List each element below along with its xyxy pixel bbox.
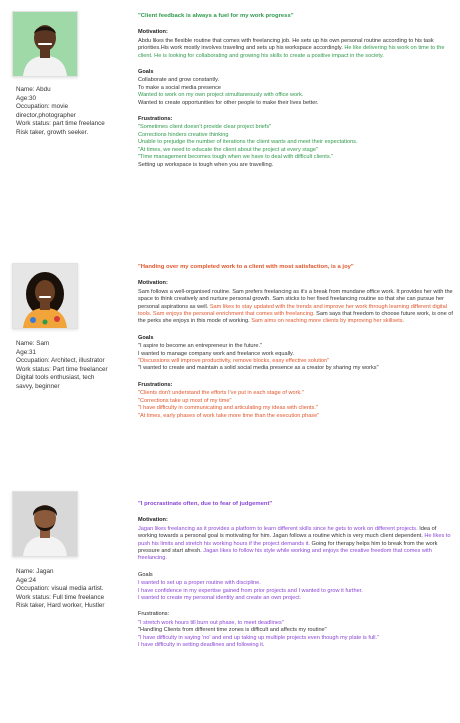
motivation-segment: Sam aims on reaching more clients by improving her skillsets. bbox=[251, 318, 405, 325]
persona-quote: "Handing over my completed work to a client with most satisfaction, is a joy" bbox=[138, 264, 354, 270]
frustration-item: "At times, we need to educate the client about the project at every stage" bbox=[138, 146, 318, 153]
goal-item: Wanted to work on my own project simultaneously with office work. bbox=[138, 92, 304, 99]
goal-item: "I wanted to create and maintain a solid social media presence as a creator by sharing my works" bbox=[138, 365, 379, 372]
motivation-segment: Sam likes to stay updated with the trends and improve her work through learning different digital tools. Sam enjoys the personal enrichment that comes with freelancing. bbox=[138, 303, 447, 318]
frustration-item: "I have difficulty in saying 'no' and end up taking up multiple projects even though my plate is full." bbox=[138, 634, 380, 641]
frustration-item: "Sometimes client doesn't provide clear project briefs" bbox=[138, 124, 272, 131]
info-traits: Risk taker, Hard worker, Hustler bbox=[16, 602, 105, 610]
goal-item: "Discussions will improve productivity, remove blocks, easy effective solution" bbox=[138, 358, 330, 365]
motivation-segment: Abdu likes the flexible routine that comes with freelancing job. He sets up his own personal routine according to his task priorities.His work mostly involves traveling and sets up his workspace accordingly. bbox=[138, 37, 434, 52]
info-name: Name: Sam bbox=[16, 340, 50, 347]
avatar bbox=[12, 11, 78, 77]
frustrations-heading: Frustrations: bbox=[138, 381, 173, 388]
info-name: Name: Abdu bbox=[16, 86, 51, 93]
motivation-text bbox=[138, 526, 454, 563]
info-traits: Digital tools enthusiast, tech bbox=[16, 374, 95, 382]
frustration-item: Setting up workspace is tough when you are travelling. bbox=[138, 161, 274, 168]
persona-quote: "I procrastinate often, due to fear of judgement" bbox=[138, 501, 273, 507]
info-age: Age:31 bbox=[16, 348, 36, 356]
info-name: Name: Jagan bbox=[16, 568, 54, 575]
persona-info bbox=[16, 568, 134, 611]
frustration-item: Corrections hinders creative thinking bbox=[138, 131, 229, 138]
person-photo-icon bbox=[13, 12, 77, 76]
info-occupation: Occupation: movie bbox=[16, 103, 69, 111]
frustrations-heading: Frustrations: bbox=[138, 116, 173, 123]
info-work-status: Work status: Full time freelance bbox=[16, 593, 105, 601]
motivation-segment: He likes to push his limits and stretch his working hours if the project demands it. bbox=[138, 533, 451, 547]
motivation-heading: Motivation: bbox=[138, 29, 168, 36]
goals-heading: Goals bbox=[138, 571, 153, 578]
info-age: Age:30 bbox=[16, 94, 36, 102]
info-traits-cont: savvy, beginner bbox=[16, 382, 60, 390]
goal-item: "I aspire to become an entrepreneur in the future." bbox=[138, 343, 262, 350]
frustrations-heading: Frustrations: bbox=[138, 611, 170, 618]
person-photo-icon bbox=[13, 492, 77, 556]
person-photo-icon bbox=[13, 264, 77, 328]
goals-heading: Goals bbox=[138, 334, 154, 341]
avatar bbox=[12, 263, 78, 329]
motivation-segment: Jagan likes to follow his style while working and enjoys the creative freedom that comes with freelancing. bbox=[138, 548, 432, 562]
info-occupation: Occupation: Architect, illustrator bbox=[16, 357, 105, 365]
frustration-item: "Time management becomes tough when we have to deal with difficult clients." bbox=[138, 154, 334, 161]
goal-item: To make a social media presence bbox=[138, 84, 222, 91]
goal-item: I wanted to set up a proper routine with discipline. bbox=[138, 580, 261, 587]
avatar bbox=[12, 491, 78, 557]
persona-info bbox=[16, 86, 134, 138]
persona-content bbox=[138, 13, 454, 169]
frustration-item: "Corrections take up most of my time" bbox=[138, 397, 232, 404]
frustration-item: I have difficulty in setting deadlines and following it. bbox=[138, 642, 265, 649]
motivation-text bbox=[138, 289, 454, 326]
motivation-heading: Motivation: bbox=[138, 280, 168, 287]
frustration-item: "I have difficulty in communicating and articulating my ideas with clients." bbox=[138, 405, 318, 412]
goal-item: I wanted to manage company work and freelance work equally. bbox=[138, 350, 294, 357]
motivation-segment: Sam says that freedom to choose future work, is one of the perks she enjoys in this mode of working. bbox=[138, 311, 453, 325]
motivation-heading: Motivation: bbox=[138, 517, 168, 524]
motivation-segment: Sam follows a well-organised routine. Sam prefers freelancing as it's a break from mundane office work. It provides her with the space to think creatively and nurture personal growth. Sam sticks to her fixed freelancing routine so that she can pursue her personal aspirations as well. bbox=[138, 288, 453, 310]
persona-content bbox=[138, 264, 454, 420]
frustration-item: "I stretch work hours till burn out phase, to meet deadlines" bbox=[138, 619, 284, 626]
info-occupation-cont: director,photographer bbox=[16, 111, 76, 119]
info-work-status: Work status: Part time freelancer bbox=[16, 365, 108, 373]
motivation-segment: He like delivering his work on time to the client. He is looking for collaborating and growing his skills to create a positive impact in the society. bbox=[138, 45, 445, 59]
info-age: Age:24 bbox=[16, 576, 36, 584]
persona-info bbox=[16, 340, 134, 392]
goal-item: I have confidence in my expertise gained from prior projects and I wanted to grow it further. bbox=[138, 587, 363, 594]
info-occupation: Occupation: visual media artist. bbox=[16, 585, 104, 593]
goal-item: Wanted to create opportunities for other people to make their lives better. bbox=[138, 99, 319, 106]
goal-item: Collaborate and grow constantly. bbox=[138, 77, 220, 84]
info-work-status: Work status: part time freelance bbox=[16, 120, 105, 128]
persona-quote: "Client feedback is always a fuel for my work progress" bbox=[138, 13, 294, 19]
info-traits: Risk taker, growth seeker. bbox=[16, 128, 89, 136]
motivation-segment: Going for therapy helps him to break from the work pressure and start afresh. bbox=[138, 540, 438, 555]
frustration-item: "Handling Clients from different time zones is difficult and affects my routine" bbox=[138, 627, 327, 634]
frustration-item: "Clients don't understand the efforts I've put in each stage of work." bbox=[138, 390, 304, 397]
goals-heading: Goals bbox=[138, 69, 154, 76]
goal-item: I wanted to create my personal identity and create an own project. bbox=[138, 595, 302, 602]
motivation-segment: Jagan likes freelancing as it provides a platform to learn different skills since he gets to work on different projects. bbox=[138, 525, 420, 532]
frustration-item: Unable to prejudge the number of iterations the client wants and meet their expectations. bbox=[138, 139, 358, 146]
motivation-text bbox=[138, 38, 454, 60]
motivation-segment: Idea of working towards a personal goal is motivating for him. Jagan follows a routine which is very much client dependent. bbox=[138, 525, 437, 540]
persona-content bbox=[138, 501, 454, 650]
frustration-item: "At times, early phases of work take more time than the execution phase" bbox=[138, 412, 320, 419]
